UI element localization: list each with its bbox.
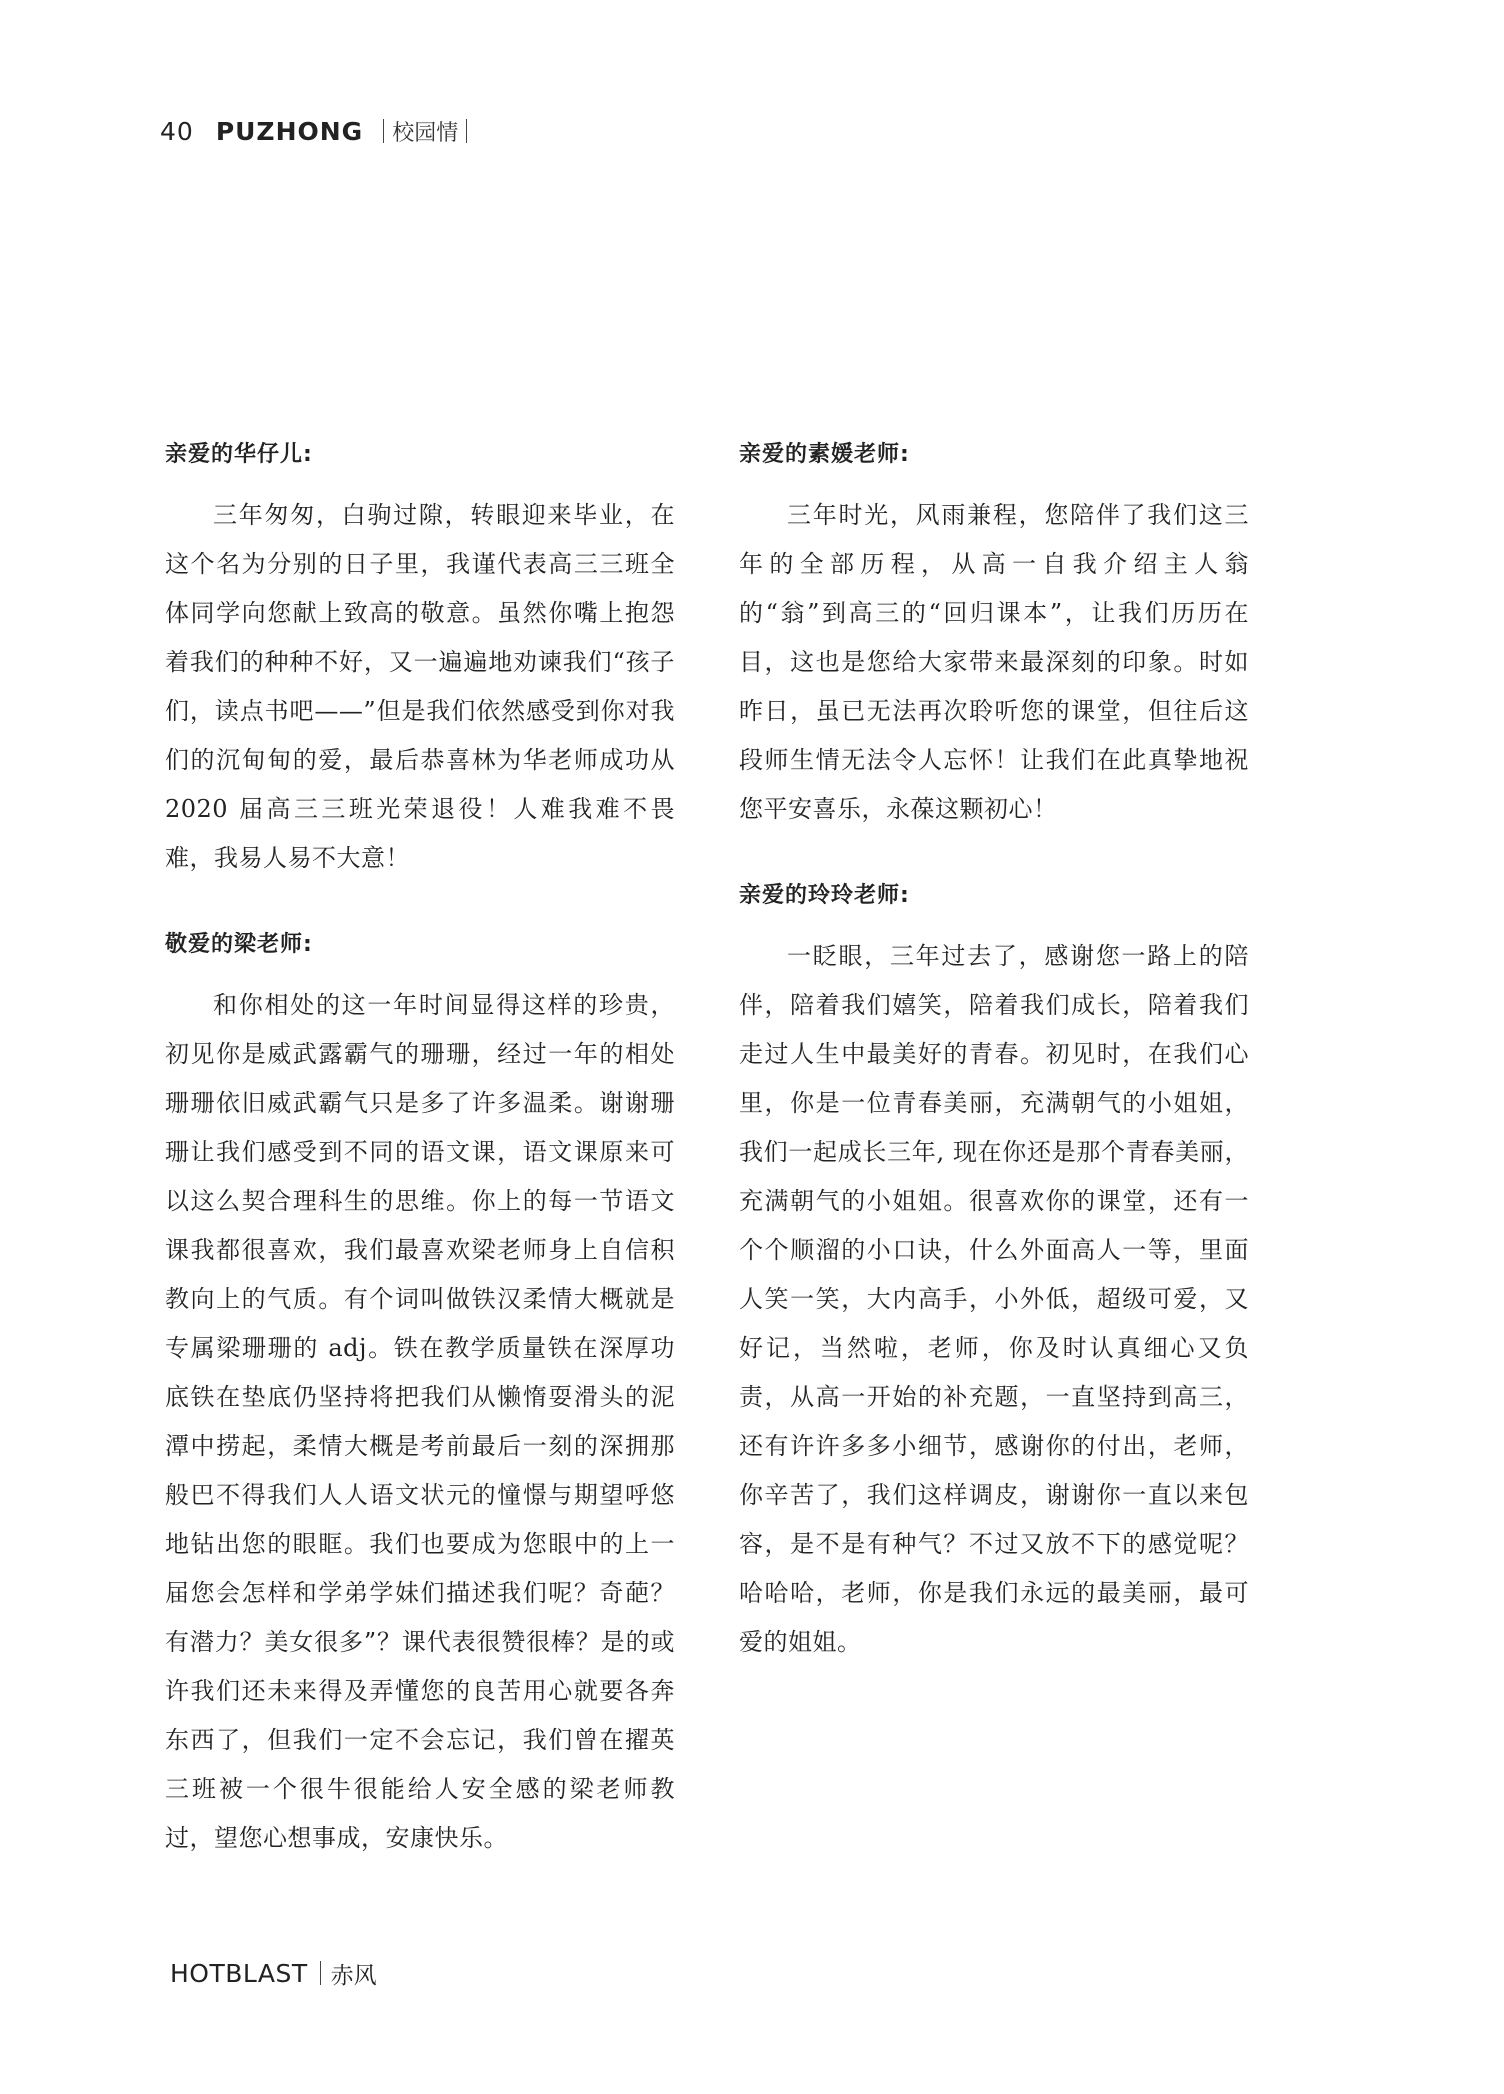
letter-body: 和你相处的这一年时间显得这样的珍贵，初见你是威武露霸气的珊珊，经过一年的相处珊珊依旧威武霸气只是多了许多温柔。谢谢珊珊让我们感受到不同的语文课，语文课原来可以这么契合理科生的思维。你上的每一节语文课我都很喜欢，我们最喜欢梁老师身上自信积教向上的气质。有个词叫做铁汉柔情大概就是专属梁珊珊的 adj。铁在教学质量铁在深厚功底铁在垫底仍坚持将把我们从懒惰耍滑头的泥潭中捞起，柔情大概是考前最后一刻的深拥那般巴不得我们人人语文状元的憧憬与期望呼悠地钻出您的眼眶。我们也要成为您眼中的上一届您会怎样和学弟学妹们描述我们呢？奇葩？有潜力？美女很多”？课代表很赞很棒？是的或许我们还未来得及弄懂您的良苦用心就要各奔东西了，但我们一定不会忘记，我们曾在擢英三班被一个很牛很能给人安全感的梁老师教过，望您心想事成，安康快乐。 [165, 991, 675, 1852]
letter-liang [165, 930, 675, 1863]
page-footer [170, 1958, 377, 1988]
letter-suyuan [739, 440, 1249, 834]
letter-body: 三年匆匆，白驹过隙，转眼迎来毕业，在这个名为分别的日子里，我谨代表高三三班全体同学向您献上致高的敬意。虽然你嘴上抱怨着我们的种种不好，又一遍遍地劝谏我们“孩子们，读点书吧——”但是我们依然感受到你对我们的沉甸甸的爱，最后恭喜林为华老师成功从 2020 届高三三班光荣退役！人难我难不畏难，我易人易不大意！ [165, 501, 675, 872]
footer-divider [320, 1961, 321, 1985]
letter-lingling [739, 881, 1249, 1667]
page-header [160, 116, 475, 146]
letter-huazai [165, 440, 675, 883]
magazine-brand: PUZHONG [215, 116, 364, 146]
footer-brand-english: HOTBLAST [170, 1958, 308, 1988]
letter-title: 敬爱的梁老师: [165, 932, 313, 957]
section-name: 校园情 [392, 120, 459, 146]
left-column [165, 440, 675, 1910]
letter-title: 亲爱的素媛老师: [739, 442, 910, 467]
letter-body: 三年时光，风雨兼程，您陪伴了我们这三年的全部历程，从高一自我介绍主人翁的“翁”到高三的“回归课本”，让我们历历在目，这也是您给大家带来最深刻的印象。时如昨日，虽已无法再次聆听您的课堂，但往后这段师生情无法令人忘怀！让我们在此真挚地祝您平安喜乐，永葆这颗初心！ [739, 501, 1249, 823]
right-column [739, 440, 1249, 1714]
page-number: 40 [160, 116, 194, 146]
header-divider [383, 119, 384, 143]
footer-brand-chinese: 赤风 [330, 1962, 377, 1989]
letter-title: 亲爱的玲玲老师: [739, 883, 910, 908]
letter-title: 亲爱的华仔儿: [165, 442, 313, 467]
header-divider-end [466, 119, 467, 143]
letter-body: 一眨眼，三年过去了，感谢您一路上的陪伴，陪着我们嬉笑，陪着我们成长，陪着我们走过人生中最美好的青春。初见时，在我们心里，你是一位青春美丽，充满朝气的小姐姐，我们一起成长三年, 现在你还是那个青春美丽，充满朝气的小姐姐。很喜欢你的课堂，还有一个个顺溜的小口诀，什么外面高人一等，里面人笑一笑，大内高手，小外低，超级可爱，又好记，当然啦，老师，你及时认真细心又负责，从高一开始的补充题，一直坚持到高三，还有许许多多小细节，感谢你的付出，老师，你辛苦了，我们这样调皮，谢谢你一直以来包容，是不是有种气？不过又放不下的感觉呢？哈哈哈，老师，你是我们永远的最美丽，最可爱的姐姐。 [739, 942, 1249, 1656]
